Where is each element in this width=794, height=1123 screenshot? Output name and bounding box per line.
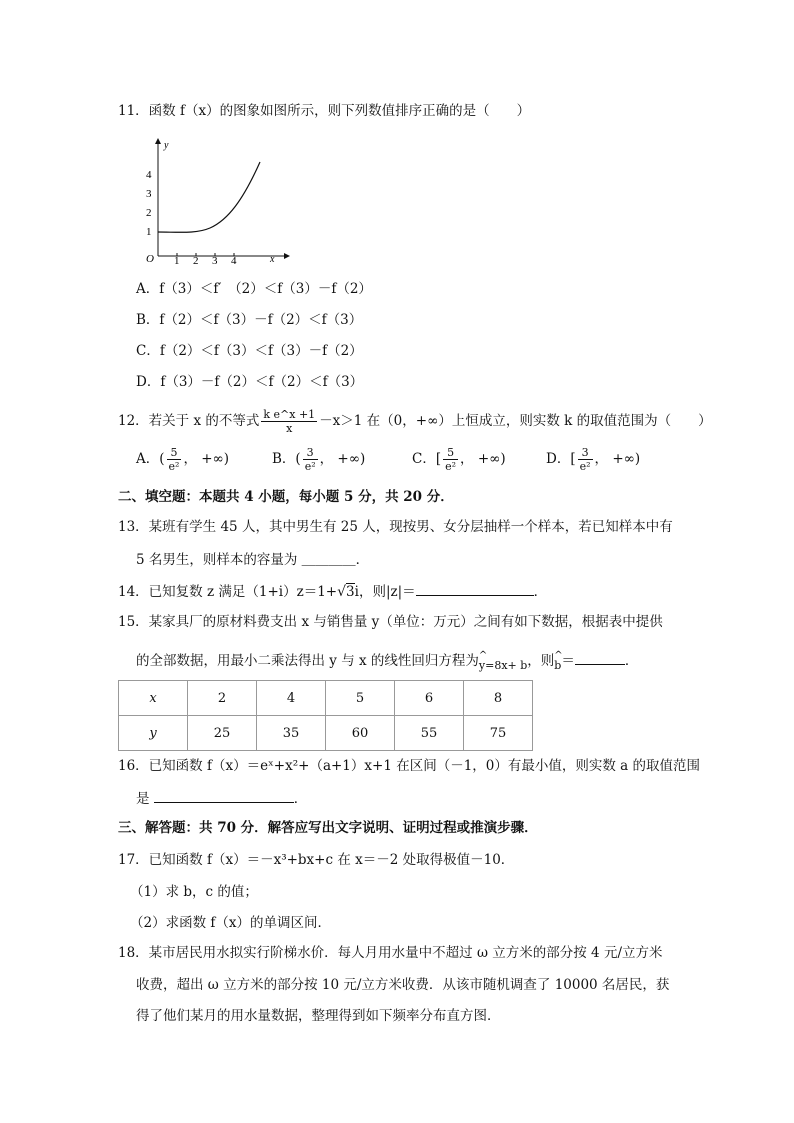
q18-line2: 收费，超出 ω 立方米的部分按 10 元/立方米收费．从该市随机调查了 10000 名居民，获 xyxy=(136,977,670,993)
q11-stem: 11．函数 f（x）的图象如图所示，则下列数值排序正确的是（ ） xyxy=(118,103,531,119)
q12-option-d: D．[ $\frac{3}{\text{e²}}$ ， +∞) xyxy=(546,446,641,473)
q12-option-b: B．( $\frac{3}{\text{e²}}$ ， +∞) xyxy=(272,446,366,473)
q11-option-b: B．f（2）＜f（3）－f（2）＜f（3） xyxy=(136,312,363,328)
q17-part2: （2）求函数 f（x）的单调区间． xyxy=(130,915,331,931)
q12-option-c: C．[ $\frac{5}{\text{e²}}$ ， +∞) xyxy=(412,446,506,473)
section-2-heading: 二、填空题：本题共 4 小题，每小题 5 分，共 20 分． xyxy=(118,489,454,505)
q12-fraction: $\frac{\text{k e\textasciicircum{}x +1}}{x}$ xyxy=(263,408,316,435)
table-cell: 4 xyxy=(257,681,326,716)
table-row xyxy=(119,716,533,751)
q11-x-tick: 4 xyxy=(231,255,237,266)
q11-curve xyxy=(158,162,260,232)
q15-data-table xyxy=(118,680,533,751)
q11-option-c: C．f（2）＜f（3）＜f（3）－f（2） xyxy=(136,343,363,359)
q11-x-tick: 2 xyxy=(193,255,199,266)
table-cell: 75 xyxy=(464,716,533,751)
q11-origin-label: O xyxy=(146,253,154,265)
table-cell: 25 xyxy=(188,716,257,751)
q15-answer-blank xyxy=(575,650,625,665)
q11-option-a: A．f（3）＜f′ （2）＜f（3）－f（2） xyxy=(136,281,372,297)
table-header-cell: y xyxy=(119,716,188,751)
q11-x-tick: 3 xyxy=(212,255,218,266)
q18-line3: 得了他们某月的用水量数据，整理得到如下频率分布直方图． xyxy=(136,1008,501,1024)
table-header-cell: x xyxy=(119,681,188,716)
q13-line1: 13．某班有学生 45 人，其中男生有 25 人，现按男、女分层抽样一个样本，若已知样本中有 xyxy=(118,519,673,535)
q11-y-tick: 2 xyxy=(146,207,152,219)
table-cell: 2 xyxy=(188,681,257,716)
q16-line1: 16．已知函数 f（x）＝eˣ+x²+（a+1）x+1 在区间（－1，0）有最小值，则实数 a 的取值范围 xyxy=(118,758,701,774)
q11-x-tick: 1 xyxy=(174,255,180,266)
q15-line1: 15．某家具厂的原材料费支出 x 与销售量 y（单位：万元）之间有如下数据，根据表中提供 xyxy=(118,614,663,630)
table-cell: 6 xyxy=(395,681,464,716)
q11-y-axis-label: y xyxy=(164,140,169,151)
q11-option-d: D．f（3）－f（2）＜f（2）＜f（3） xyxy=(136,374,364,390)
q12-stem: 12．若关于 x 的不等式 $\frac{\text{k e\textasciicircum{}x +1}}{x}$ －x＞1 在（0，+∞）上恒成立，则实数 k 的取值范围为（ ） xyxy=(118,408,712,435)
q18-line1: 18．某市居民用水拟实行阶梯水价．每人月用水量中不超过 ω 立方米的部分按 4 元/立方米 xyxy=(118,945,663,961)
q11-function-graph xyxy=(138,136,308,266)
table-cell: 5 xyxy=(326,681,395,716)
table-cell: 60 xyxy=(326,716,395,751)
q15-line2: 的全部数据，用最小二乘法得出 y 与 x 的线性回归方程为^ y=8x+ b，则^ b＝ ． xyxy=(136,650,638,676)
section-3-heading: 三、解答题：共 70 分．解答应写出文字说明、证明过程或推演步骤． xyxy=(118,820,538,836)
table-cell: 55 xyxy=(395,716,464,751)
q12-option-a: A．( $\frac{5}{\text{e²}}$ ， +∞) xyxy=(136,446,230,473)
q16-line2: 是 ． xyxy=(136,788,307,809)
q13-line2: 5 名男生，则样本的容量为 ＿＿＿＿． xyxy=(136,552,370,568)
q11-y-tick: 3 xyxy=(146,188,152,200)
sqrt-sign: √ xyxy=(337,584,347,600)
table-row xyxy=(119,681,533,716)
q11-y-tick: 4 xyxy=(146,169,152,181)
q11-x-axis-label: x xyxy=(270,254,275,265)
q16-answer-blank xyxy=(154,788,294,803)
table-cell: 35 xyxy=(257,716,326,751)
q14-answer-blank xyxy=(416,581,534,596)
q17-stem: 17．已知函数 f（x）＝－x³+bx+c 在 x＝－2 处取得极值－10． xyxy=(118,852,515,868)
q14-stem: 14．已知复数 z 满足（1+i）z＝1+√3i，则|z|＝ ． xyxy=(118,581,547,602)
table-cell: 8 xyxy=(464,681,533,716)
q11-y-tick: 1 xyxy=(146,226,152,238)
q17-part1: （1）求 b，c 的值； xyxy=(130,884,258,900)
